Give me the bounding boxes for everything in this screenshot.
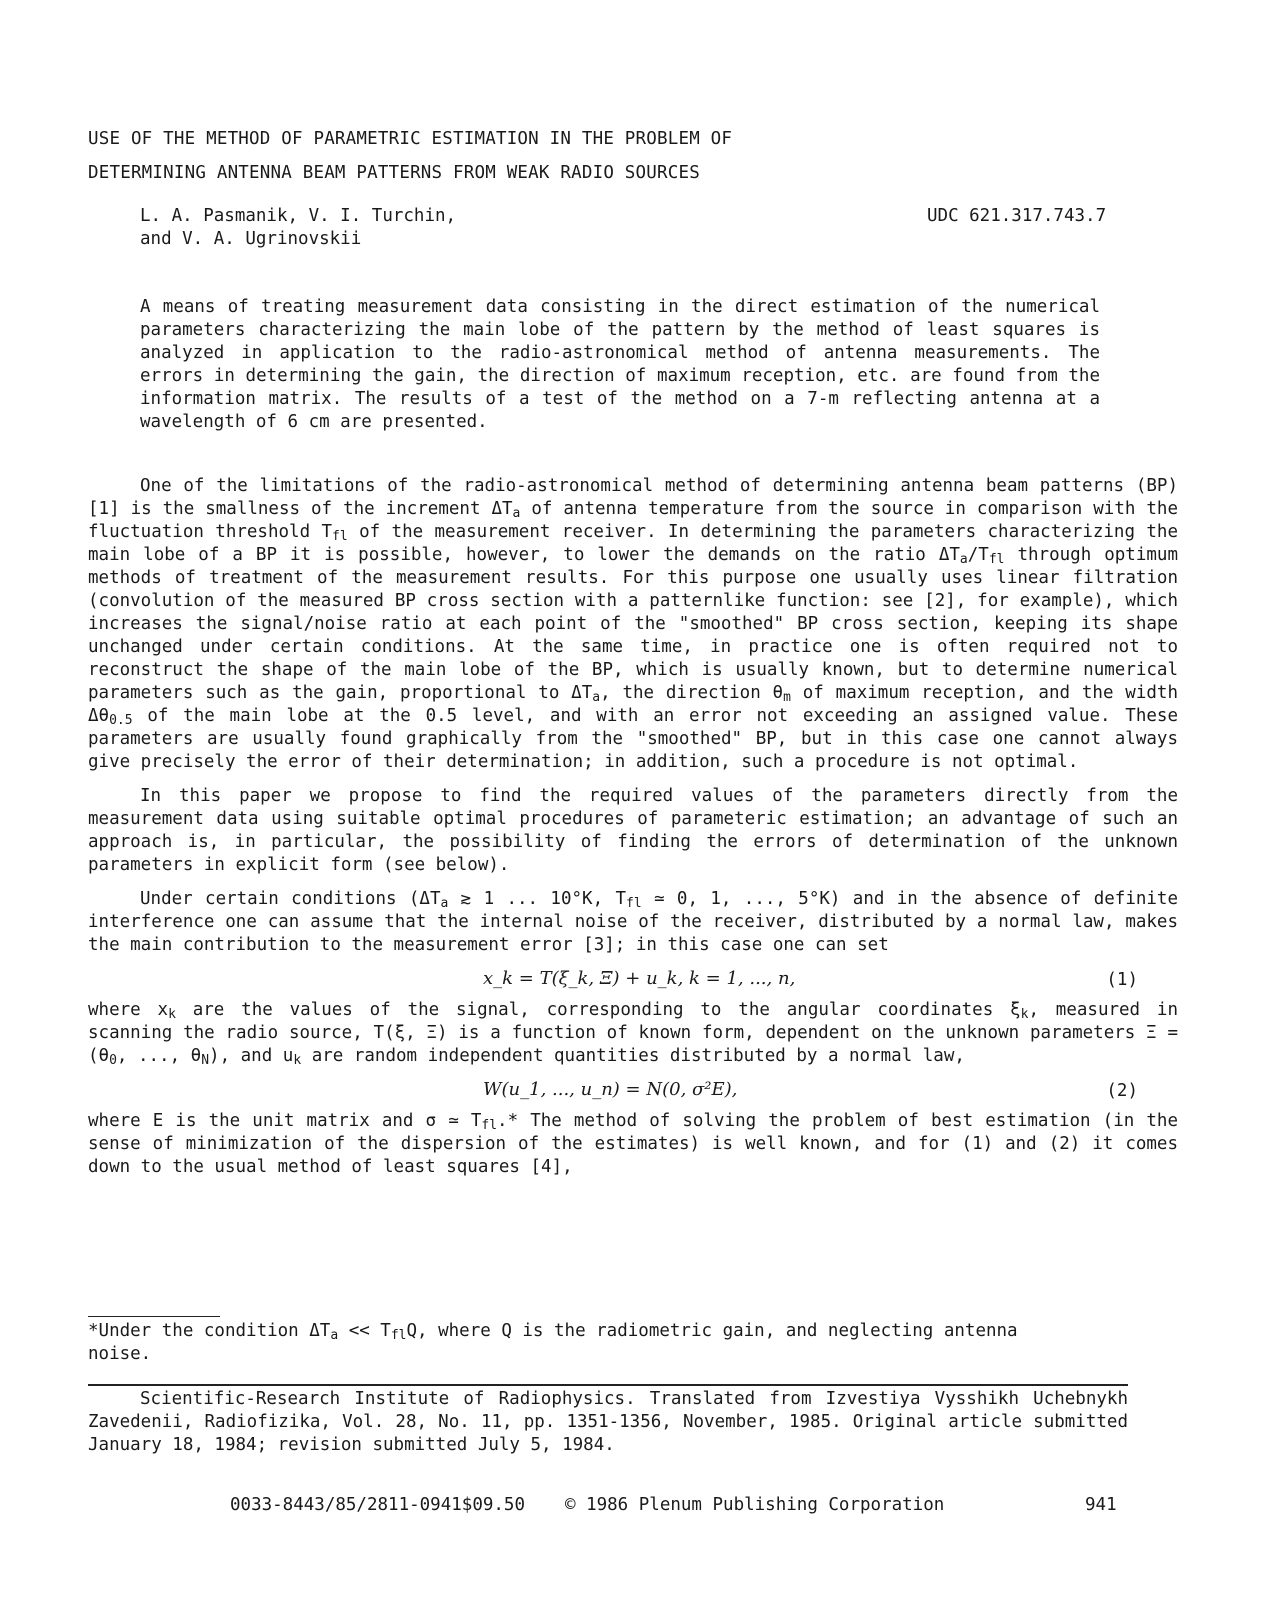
equation-1-expression: x_k = T(ξ_k, Ξ) + u_k, k = 1, ..., n, <box>483 968 796 989</box>
title-line-2: DETERMINING ANTENNA BEAM PATTERNS FROM WEAK RADIO SOURCES <box>88 163 700 183</box>
affiliation-divider <box>88 1384 1128 1386</box>
copyright-notice: © 1986 Plenum Publishing Corporation <box>565 1495 945 1515</box>
paragraph-3: Under certain conditions ($\Delta T_a$ ≳ 1 ... 10°K, $T_{fl}$ ≃ 0, 1, ..., 5°K) and in the absence of definite interference one can assume that the internal noise of the receiver, distributed by a normal law, makes the main contribution to the measurement error [3]; in this case one can set <box>88 889 1178 955</box>
paragraph-5: where E is the unit matrix and σ ≃ $T_{fl}.*$ The method of solving the problem of best estimation (in the sense of minimization of the dispersion of the estimates) is well known, and for (1) and (2) it comes down to the usual method of least squares [4], <box>88 1111 1178 1177</box>
equation-2-number: (2) <box>1106 1081 1138 1101</box>
authors-line-2: and V. A. Ugrinovskii <box>140 229 362 249</box>
author-list <box>140 205 840 251</box>
equation-2 <box>88 1076 1178 1110</box>
affiliation-text: Scientific-Research Institute of Radiophysics. Translated from Izvestiya Vysshikh Uchebnykh Zavedenii, Radiofizika, Vol. 28, No. 11, pp. 1351-1356, November, 1985. Original article submitted January 18, 1984; revision submitted July 5, 1984. <box>88 1389 1128 1455</box>
authors-line-1: L. A. Pasmanik, V. I. Turchin, <box>140 206 457 226</box>
udc-code: UDC 621.317.743.7 <box>927 206 1107 226</box>
paragraph-1: One of the limitations of the radio-astronomical method of determining antenna beam patterns (BP) [1] is the smallness of the increment $\Delta T_a$ of antenna temperature from the source in comparison with the fluctuation threshold $T_{fl}$ of the measurement receiver. In determining the parameters characterizing the main lobe of a BP it is possible, however, to lower the demands on the ratio $\Delta T_a/T_{fl}$ through optimum methods of treatment of the measurement results. For this purpose one usually uses linear filtration (convolution of the measured BP cross section with a patternlike function: see [2], for example), which increases the signal/noise ratio at each point of the "smoothed" BP cross section, keeping its shape unchanged under certain conditions. At the same time, in practice one is often required not to reconstruct the shape of the main lobe of the BP, which is usually known, but to determine numerical parameters such as the gain, proportional to $\Delta T_a$, the direction $\theta_m$ of maximum reception, and the width $\Delta\theta_{0.5}$ of the main lobe at the 0.5 level, and with an error not exceeding an assigned value. These parameters are usually found graphically from the "smoothed" BP, but in this case one cannot always give precisely the error of their determination; in addition, such a procedure is not optimal. <box>88 476 1178 772</box>
title-line-1: USE OF THE METHOD OF PARAMETRIC ESTIMATION IN THE PROBLEM OF <box>88 129 733 149</box>
affiliation-note <box>88 1388 1128 1457</box>
equation-1-number: (1) <box>1106 970 1138 990</box>
footnote-divider <box>88 1316 220 1317</box>
footnote: *Under the condition $\Delta T_a << T_{fl}Q$, where Q is the radiometric gain, and neglecting antenna noise. <box>88 1321 1018 1364</box>
equation-1 <box>88 965 1178 999</box>
paragraph-2: In this paper we propose to find the required values of the parameters directly from the measurement data using suitable optimal procedures of parameteric estimation; an advantage of such an approach is, in particular, the possibility of finding the errors of determination of the unknown parameters in explicit form (see below). <box>88 786 1178 875</box>
abstract: A means of treating measurement data consisting in the direct estimation of the numerical parameters characterizing the main lobe of the pattern by the method of least squares is analyzed in application to the radio-astronomical method of antenna measurements. The errors in determining the gain, the direction of maximum reception, etc. are found from the information matrix. The results of a test of the method on a 7-m reflecting antenna at a wavelength of 6 cm are presented. <box>140 297 1100 432</box>
equation-2-expression: W(u_1, ..., u_n) = N(0, σ²E), <box>483 1079 738 1100</box>
paragraph-4: where $x_k$ are the values of the signal, corresponding to the angular coordinates $\xi_k$, measured in scanning the radio source, T(ξ, Ξ) is a function of known form, dependent on the unknown parameters $\Xi = (\theta_0$, ..., $\theta_N$), and $u_k$ are random independent quantities distributed by a normal law, <box>88 1000 1179 1068</box>
page-number: 941 <box>1085 1495 1117 1515</box>
paper-title <box>88 128 1188 196</box>
issn-code: 0033-8443/85/2811-0941$09.50 <box>230 1495 526 1515</box>
main-body <box>88 475 1178 1179</box>
